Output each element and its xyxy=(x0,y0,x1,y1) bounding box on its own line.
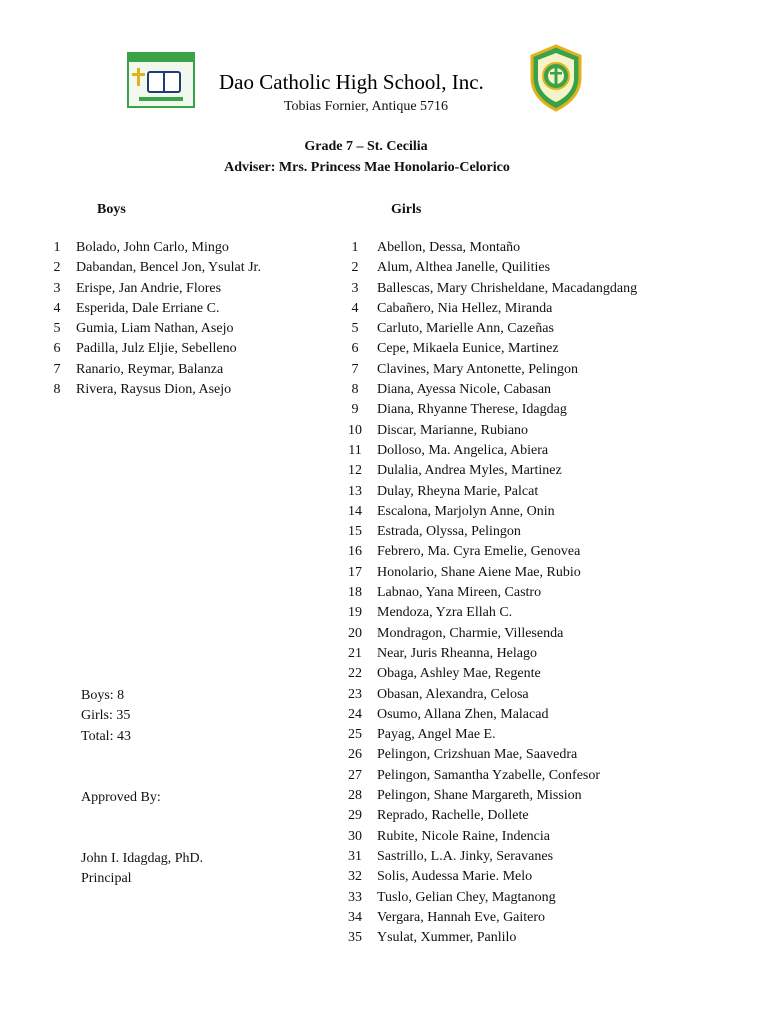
student-name: Alum, Althea Janelle, Quilities xyxy=(377,260,551,276)
section-title: Grade 7 – St. Cecilia xyxy=(304,139,428,154)
student-name: Ballescas, Mary Chrisheldane, Macadangdang xyxy=(377,280,638,296)
row-number: 22 xyxy=(348,666,362,682)
student-name: Escalona, Marjolyn Anne, Onin xyxy=(377,503,555,519)
boys-count: Boys: 8 xyxy=(81,688,125,703)
list-item xyxy=(344,542,674,562)
student-name: Dolloso, Ma. Angelica, Abiera xyxy=(377,442,549,458)
list-item xyxy=(344,847,674,867)
list-item xyxy=(344,400,674,420)
boys-list xyxy=(50,238,330,400)
row-number: 3 xyxy=(53,280,61,296)
row-number: 9 xyxy=(351,402,359,418)
logo-band xyxy=(129,54,193,62)
row-number: 16 xyxy=(348,544,362,560)
row-number: 19 xyxy=(348,605,362,621)
adviser-line: Adviser: Mrs. Princess Mae Honolario-Celorico xyxy=(224,160,510,175)
list-item xyxy=(344,380,674,400)
row-number: 25 xyxy=(348,727,362,743)
list-item xyxy=(344,299,674,319)
list-item xyxy=(344,238,674,258)
row-number: 13 xyxy=(348,483,362,499)
list-item xyxy=(344,522,674,542)
list-item xyxy=(344,258,674,278)
row-number: 26 xyxy=(348,747,362,763)
list-item xyxy=(344,786,674,806)
row-number: 14 xyxy=(348,503,362,519)
student-name: Cepe, Mikaela Eunice, Martinez xyxy=(377,341,559,357)
list-item xyxy=(344,766,674,786)
list-item xyxy=(344,339,674,359)
list-item xyxy=(344,664,674,684)
list-item xyxy=(344,888,674,908)
row-number: 17 xyxy=(348,564,362,580)
student-name: Diana, Rhyanne Therese, Idagdag xyxy=(377,402,567,418)
student-name: Obaga, Ashley Mae, Regente xyxy=(377,666,541,682)
student-name: Bolado, John Carlo, Mingo xyxy=(76,240,229,255)
total-count: Total: 43 xyxy=(81,728,131,744)
student-name: Cabañero, Nia Hellez, Miranda xyxy=(377,300,553,316)
row-number: 7 xyxy=(351,361,359,377)
row-number: 32 xyxy=(348,869,362,885)
list-item xyxy=(344,705,674,725)
student-name: Gumia, Liam Nathan, Asejo xyxy=(76,321,234,337)
student-name: Ranario, Reymar, Balanza xyxy=(76,361,224,377)
list-item xyxy=(344,745,674,765)
list-item xyxy=(344,319,674,339)
list-item xyxy=(344,624,674,644)
student-name: Mendoza, Yzra Ellah C. xyxy=(377,605,513,621)
row-number: 35 xyxy=(348,930,362,946)
signatory-block xyxy=(81,849,203,890)
student-name: Estrada, Olyssa, Pelingon xyxy=(377,524,521,540)
approval-label xyxy=(81,788,161,808)
list-item xyxy=(344,908,674,928)
row-number: 6 xyxy=(53,341,61,357)
student-name: Pelingon, Crizshuan Mae, Saavedra xyxy=(377,747,578,763)
list-item xyxy=(50,279,330,299)
student-name: Sastrillo, L.A. Jinky, Seravanes xyxy=(377,848,554,864)
list-item xyxy=(50,299,330,319)
row-number: 28 xyxy=(348,788,362,804)
row-number: 1 xyxy=(53,240,61,255)
student-name: Reprado, Rachelle, Dollete xyxy=(377,808,529,824)
student-name: Rubite, Nicole Raine, Indencia xyxy=(377,828,550,844)
student-name: Osumo, Allana Zhen, Malacad xyxy=(377,706,549,722)
list-item xyxy=(344,867,674,887)
row-number: 29 xyxy=(348,808,362,824)
student-name: Clavines, Mary Antonette, Pelingon xyxy=(377,361,579,377)
student-name: Carluto, Marielle Ann, Cazeñas xyxy=(377,321,554,337)
list-item xyxy=(344,461,674,481)
row-number: 21 xyxy=(348,645,362,661)
student-name: Labnao, Yana Mireen, Castro xyxy=(377,585,542,601)
list-item xyxy=(344,441,674,461)
list-item xyxy=(344,482,674,502)
row-number: 12 xyxy=(348,463,362,479)
list-item xyxy=(344,502,674,522)
row-number: 2 xyxy=(351,260,359,276)
student-name: Obasan, Alexandra, Celosa xyxy=(377,686,529,702)
list-item xyxy=(50,360,330,380)
signatory-name: John I. Idagdag, PhD. xyxy=(81,851,204,866)
row-number: 10 xyxy=(348,422,362,438)
list-item xyxy=(50,258,330,278)
list-item xyxy=(50,319,330,339)
student-name: Payag, Angel Mae E. xyxy=(377,727,496,743)
student-name: Diana, Ayessa Nicole, Cabasan xyxy=(377,382,552,398)
row-number: 4 xyxy=(351,300,359,316)
list-item xyxy=(344,928,674,948)
row-number: 23 xyxy=(348,686,362,702)
list-item xyxy=(344,583,674,603)
student-name: Esperida, Dale Erriane C. xyxy=(76,300,220,316)
list-item xyxy=(344,806,674,826)
student-name: Pelingon, Shane Margareth, Mission xyxy=(377,788,582,804)
row-number: 1 xyxy=(351,240,359,255)
list-item xyxy=(344,279,674,299)
row-number: 6 xyxy=(351,341,359,357)
student-name: Discar, Marianne, Rubiano xyxy=(377,422,529,438)
list-item xyxy=(50,380,330,400)
student-name: Dulay, Rheyna Marie, Palcat xyxy=(377,483,539,499)
student-name: Dulalia, Andrea Myles, Martinez xyxy=(377,463,562,479)
student-name: Padilla, Julz Eljie, Sebelleno xyxy=(76,341,237,357)
row-number: 20 xyxy=(348,625,362,641)
girls-count: Girls: 35 xyxy=(81,708,131,724)
row-number: 11 xyxy=(348,442,362,458)
girls-heading: Girls xyxy=(391,202,422,217)
row-number: 24 xyxy=(348,706,362,722)
list-item xyxy=(50,238,330,258)
list-item xyxy=(344,827,674,847)
enrollment-totals xyxy=(81,686,131,747)
row-number: 8 xyxy=(351,382,359,398)
row-number: 18 xyxy=(348,585,362,601)
row-number: 4 xyxy=(53,300,61,316)
row-number: 34 xyxy=(348,909,362,925)
row-number: 7 xyxy=(53,361,61,377)
list-item xyxy=(344,603,674,623)
list-item xyxy=(50,339,330,359)
student-name: Honolario, Shane Aiene Mae, Rubio xyxy=(377,564,581,580)
row-number: 27 xyxy=(348,767,362,783)
student-name: Vergara, Hannah Eve, Gaitero xyxy=(377,909,546,925)
school-address: Tobias Fornier, Antique 5716 xyxy=(283,99,449,114)
book-icon xyxy=(147,71,181,93)
row-number: 3 xyxy=(351,280,359,296)
student-name: Abellon, Dessa, Montaño xyxy=(377,240,521,255)
girls-list xyxy=(344,238,674,948)
boys-heading: Boys xyxy=(97,202,126,217)
student-name: Pelingon, Samantha Yzabelle, Confesor xyxy=(377,767,601,783)
student-name: Rivera, Raysus Dion, Asejo xyxy=(76,382,232,398)
student-name: Ysulat, Xummer, Panlilo xyxy=(377,930,517,946)
cross-icon xyxy=(137,68,140,86)
row-number: 30 xyxy=(348,828,362,844)
signatory-title: Principal xyxy=(81,871,132,887)
student-name: Febrero, Ma. Cyra Emelie, Genovea xyxy=(377,544,581,560)
student-name: Solis, Audessa Marie. Melo xyxy=(377,869,533,885)
list-item xyxy=(344,360,674,380)
row-number: 5 xyxy=(351,321,359,337)
student-name: Erispe, Jan Andrie, Flores xyxy=(76,280,222,296)
row-number: 8 xyxy=(53,382,61,398)
student-name: Dabandan, Bencel Jon, Ysulat Jr. xyxy=(76,260,261,276)
row-number: 31 xyxy=(348,848,362,864)
school-name: Dao Catholic High School, Inc. xyxy=(219,70,484,94)
row-number: 5 xyxy=(53,321,61,337)
list-item xyxy=(344,685,674,705)
student-name: Mondragon, Charmie, Villesenda xyxy=(377,625,564,641)
list-item xyxy=(344,644,674,664)
row-number: 33 xyxy=(348,889,362,905)
list-item xyxy=(344,421,674,441)
row-number: 15 xyxy=(348,524,362,540)
list-item xyxy=(344,563,674,583)
row-number: 2 xyxy=(53,260,61,276)
student-name: Tuslo, Gelian Chey, Magtanong xyxy=(377,889,556,905)
list-item xyxy=(344,725,674,745)
student-name: Near, Juris Rheanna, Helago xyxy=(377,645,537,661)
approved-by-label: Approved By: xyxy=(81,790,161,805)
